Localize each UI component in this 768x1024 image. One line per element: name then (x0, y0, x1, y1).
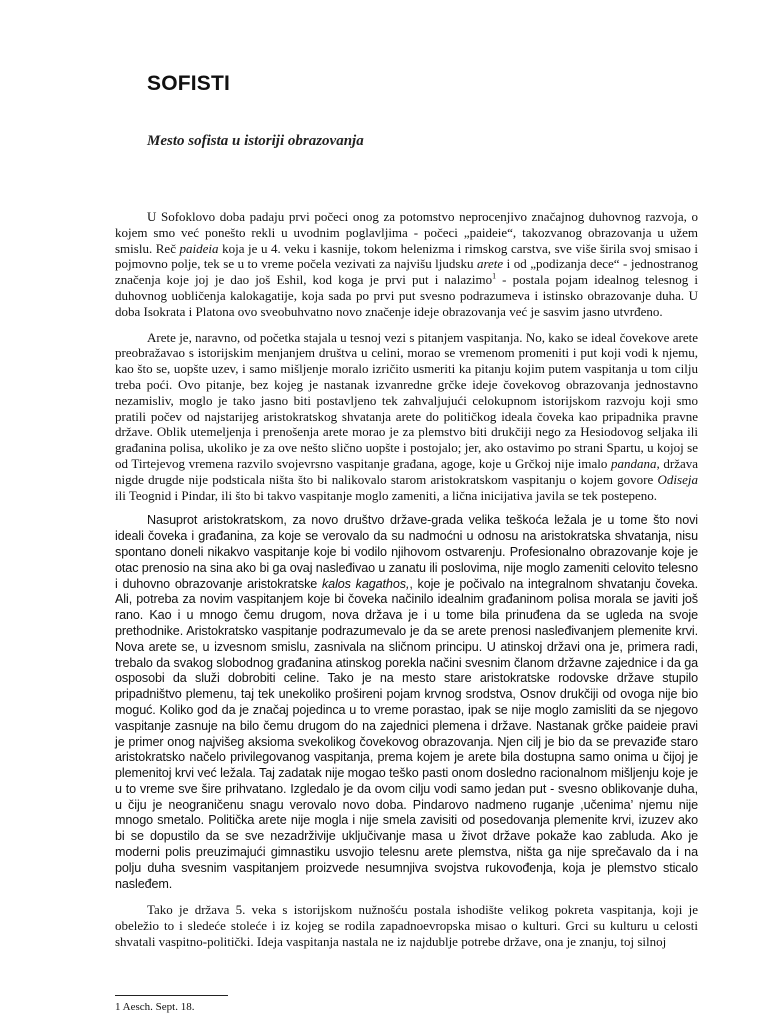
text-run: država nigde drugde nije podsticala ništa što bi nalikovalo starom aristokratskom vaspitanju o kojem govore (115, 455, 698, 487)
text-run: Nasuprot aristokratskom, za novo društvo države-grada velika teškoća ležala je u tome što novi ideali čoveka i građanina, za koje se verovalo da su nadmoćni u odnosu na aristokratska shvatanja, nisu spontano doneli nikakvo vaspitanje koje bi vodilo njihovom ostvarenju. Profesionalno obrazovanje koje je otac prenosio na sina ako bi ga ovaj nasleđivao u zanatu ili poslovima, nije moglo zameniti celovito telesno i duhovno obrazovanje aristokratske (115, 513, 698, 591)
paragraph-3 (115, 513, 698, 892)
text-run: , koje je počivalo na integralnom shvatanju čoveka. Ali, potreba za novim vaspitanjem koje bi čoveka načinilo idealnim građaninom polisa morala se javiti još rano. Kao i u mnogo čemu drugom, nova država je i u tome bila prinuđena da se ugleda na svoje prethodnike. Aristokratsko vaspitanje podrazumevalo je da se arete prenosi nasleđivanjem plemenite krvi. Nova arete se, u izvesnom smislu, zasnivala na sličnom principu. U atinskoj državi ona je, primera radi, trebalo da svakog slobodnog građanina atinskog porekla načini svesnim članom državne zajednice i da ga osposobi da služi dobrobiti celine. Tako je na mesto stare aristokratske rodovske države stupilo pripadništvo plemenu, taj tek unekoliko prošireni pojam krvnog srodstva, Osnov drukčiji od ovoga nije bio moguć. Koliko god da je značaj pojedinca u to vreme porastao, ipak se nije moglo zamisliti da se njegovo vaspitanje zasnuje na bilo čemu drugom do na zajednici plemena i države. Nastanak grčke paideie pravi je primer onog najvišeg aksioma svekolikog čovekovog obrazovanja. Njen cilj je bio da se prevaziđe staro aristokratsko načelo privilegovanog vaspitanja, prema kojem je arete bila dostupna samo onima u čijoj je plemenitoj krvi već ležala. Taj zadatak nije mogao teško pasti onom dosledno racionalnom mišljenju koje je u to vreme sve šire prihvatano. Izgledalo je da ovom cilju vodi samo jedan put - svesno oblikovanje duha, u čiju je neograničenu snagu verovalo novo doba. Pindarovo nadmeno ruganje ,učenima’ njemu nije mnogo smetalo. Politička arete nije mogla i nije smela zavisiti od posedovanja plemenite krvi, izuzev ako bi se dopustilo da se sve nezadrživije uključivanje masa u život države pokaže kao zabluda. Ako je moderni polis preuzimajući gimnastiku usvojio telesnu arete plemstva, ništa ga nije sprečavalo da i na polju duha svesnim vaspitanjem proizvede nesumnjiva svojstva rukovođenja, koja je plemstvo sticalo nasleđem. (115, 576, 698, 891)
text-run: i od „podizanja dece“ - jednostranog značenja koje joj je dao još Eshil, kod koga je prvi put i nalazimo (115, 256, 699, 288)
italic-term-paideia: paideia (179, 240, 219, 256)
text-run: - postala pojam idealnog telesnog i duhovnog uobličenja kalokagatije, koja sada po prvi put svesno podrazumeva i istinsko obrazovanje duha. U doba Isokrata i Platona ovo sveobuhvatno novo značenje ideje obrazovanja već je sasvim jasno utvrđeno. (115, 272, 698, 319)
text-run: ili Teognid i Pindar, ili što bi takvo vaspitanje moglo zameniti, a lična inicijativa javila se tek postepeno. (115, 487, 658, 503)
italic-term-pandana: pandana, (611, 455, 660, 471)
footnote: 1 Aesch. Sept. 18. (115, 1001, 195, 1013)
paragraph-4: Tako je država 5. veka s istorijskom nužnošću postala ishodište velikog pokreta vaspitanja, koji je obeležio to i sledeće stoleće i iz kojeg se rodila zapadnoevropska misao o kulturi. Grci su kulturu u celosti shvatali vaspitno-politički. Ideja vaspitanja nastala ne iz najdublje potrebe države, ona je znanju, toj silnoj (115, 902, 698, 950)
italic-term-kalos-kagathos: kalos kagathos, (321, 576, 410, 591)
italic-term-odiseja: Odiseja (657, 471, 698, 487)
paragraph-2 (115, 330, 698, 504)
section-subtitle: Mesto sofista u istoriji obrazovanja (147, 133, 364, 149)
paragraph-1 (115, 209, 698, 320)
document-title: SOFISTI (147, 72, 231, 95)
footnote-divider (115, 995, 228, 996)
document-body (115, 209, 698, 950)
text-run: koja je u 4. veku i kasnije, tokom helenizma i rimskog carstva, sve više širila svoj smisao i pojmovno polje, tek se u to vreme počela vezivati za najvišu ljudsku (115, 240, 698, 272)
italic-term-arete: arete (476, 256, 504, 272)
text-run: Arete je, naravno, od početka stajala u tesnoj vezi s pitanjem vaspitanja. No, kako se ideal čovekove arete preobražavao s istorijskim menjanjem društva u celini, morao se vremenom promeniti i put koji vodi k njemu, kao što se, uopšte uzev, i samo mišljenje moralo izričito usmeriti ka pitanju kojim putem vaspitanja u tom cilju treba poći. Ovo pitanje, bez kojeg je nastanak izvanredne grčke ideje čovekovog obrazovanja jednostavno nezamisliv, moglo je tako jasno biti postavljeno tek zahvaljujući celokupnom istorijskom razvoju koji smo pratili počev od najstarijeg aristokratskog shvatanja arete do političkog ideala čoveka kao pripadnika pravne države. Oblik utemeljenja i prenošenja arete morao je za plemstvo biti drukčiji nego za Hesiodovog seljaka ili građanina polisa, ukoliko je za ove nešto slično uopšte i postojalo; jer, ako ostavimo po strani Spartu, u kojoj se od Tirtejevog vremena razvilo svojevrsno vaspitanje građana, agoge, koje u Grčkoj nije imalo (115, 329, 698, 471)
text-run: U Sofoklovo doba padaju prvi počeci onog za potomstvo neprocenjivo značajnog duhovnog razvoja, o kojem smo već ponešto rekli u uvodnim poglavljima - počeci „paideie“, takozvanog obrazovanja u užem smislu. Reč (115, 209, 698, 256)
footnote-marker[interactable]: 1 (492, 271, 497, 281)
